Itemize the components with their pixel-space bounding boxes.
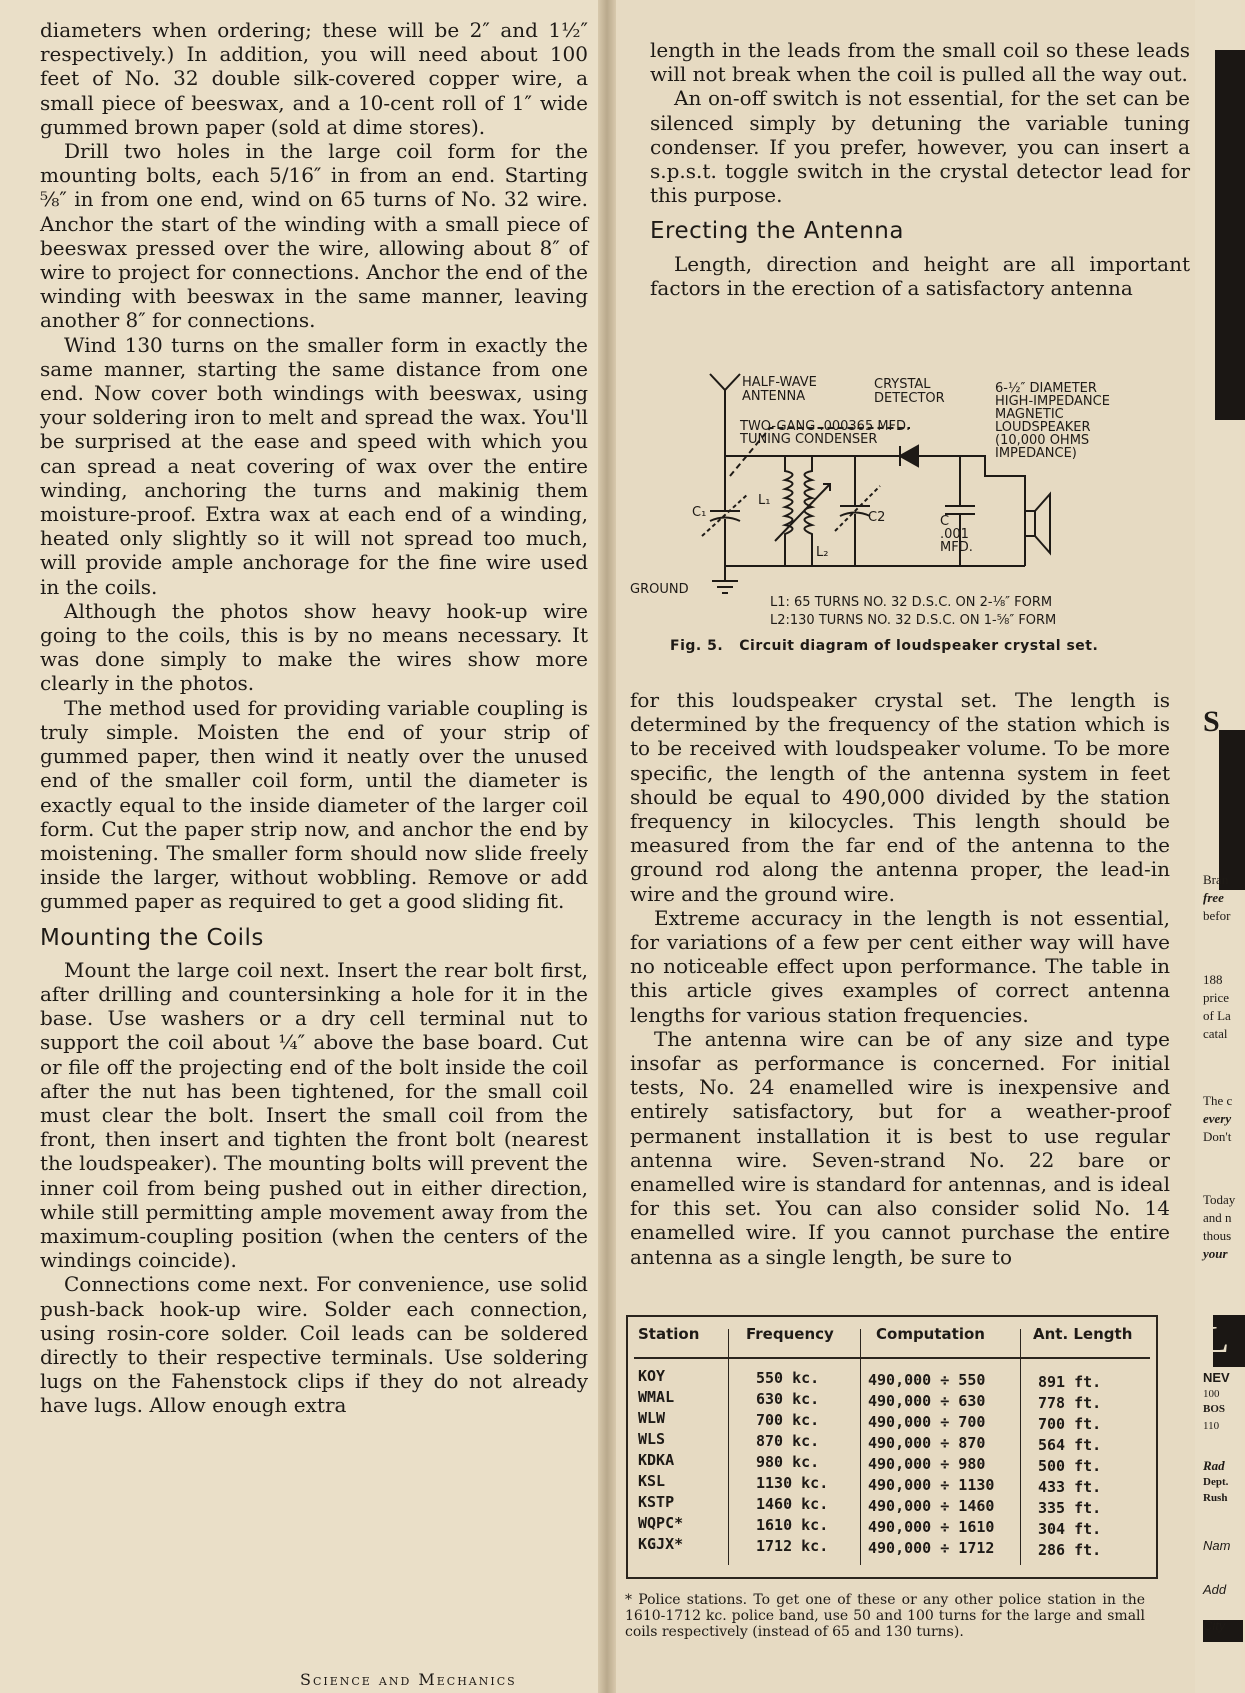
label-speaker: MAGNETIC	[995, 407, 1064, 422]
section-heading: Mounting the Coils	[40, 924, 264, 951]
right-column-top	[650, 38, 1190, 300]
edge-fragment: thous	[1203, 1228, 1232, 1243]
length-cell: 335 ft.	[1038, 1499, 1102, 1517]
computation-cell: 490,000 ÷ 1130	[868, 1476, 995, 1494]
frequency-cell: 1460 kc.	[756, 1495, 829, 1513]
paragraph: Extreme accuracy in the length is not essential, for variations of a few per cent either way will have no noticeable effect upon performance. The table in this article gives examples of correct antenna lengths for various station frequencies.	[630, 905, 1170, 1027]
paragraph: length in the leads from the small coil so these leads will not break when the coil is pulled all the way out.	[650, 38, 1190, 87]
label-condenser: TWO-GANG .000365 MFD.	[740, 419, 911, 434]
station-cell: KOY	[638, 1367, 666, 1385]
section-heading: Erecting the Antenna	[650, 218, 904, 245]
edge-fragment: The c	[1203, 1093, 1233, 1108]
paragraph: The antenna wire can be of any size and type insofar as performance is concerned. For initial tests, No. 24 enamelled wire is inexpensive and entirely satisfactory, but for a weather-proof permanent installation it is best to use regular antenna wire. Seven-strand No. 22 bare or enamelled wire is standard for antennas, and is ideal for this set. You can also consider solid No. 14 enamelled wire. If you cannot purchase the entire antenna as a single length, be sure to	[630, 1026, 1170, 1269]
crystal-detector-symbol	[900, 446, 918, 466]
edge-fragment: Rush	[1203, 1492, 1228, 1504]
label-antenna: HALF-WAVE	[742, 375, 817, 390]
antenna-symbol	[710, 374, 740, 456]
coil-note: L2:130 TURNS NO. 32 D.S.C. ON 1-⅝″ FORM	[770, 613, 1057, 628]
station-cell: KSL	[638, 1472, 666, 1490]
c1-branch	[710, 456, 740, 566]
edge-fragment: of La	[1203, 1008, 1231, 1023]
edge-fragment: Nam	[1203, 1538, 1231, 1553]
label-speaker: HIGH-IMPEDANCE	[995, 394, 1110, 409]
edge-fragment: City	[1203, 1618, 1226, 1633]
edge-fragment: Rad	[1203, 1458, 1225, 1473]
edge-fragment: NEV	[1203, 1370, 1230, 1385]
label-condenser: TUNING CONDENSER	[740, 432, 878, 447]
station-cell: WMAL	[638, 1388, 675, 1406]
paragraph: Although the photos show heavy hook-up wire going to the coils, this is by no means necessary. It was done simply to make the wires show more clearly in the photos.	[40, 598, 588, 696]
computation-cell: 490,000 ÷ 1712	[868, 1539, 995, 1557]
station-cell: WLS	[638, 1430, 666, 1448]
edge-fragment: 100	[1203, 1388, 1220, 1400]
station-cell: WLW	[638, 1409, 666, 1427]
edge-fragment: Today	[1203, 1192, 1236, 1207]
edge-fragment: every	[1203, 1111, 1232, 1126]
figure-caption-text: Circuit diagram of loudspeaker crystal set.	[739, 638, 1099, 654]
computation-cell: 490,000 ÷ 630	[868, 1392, 986, 1410]
paragraph: Mount the large coil next. Insert the rear bolt first, after drilling and countersinking a hole for it in the base. Use washers or a dry cell terminal nut to support the coil about ¼″ above the base board. Cut or file off the projecting end of the bolt inside the coil after the nut has been tightened, for the small coil must clear the bolt. Insert the small coil from the front, then insert and tighten the front bolt (nearest the loudspeaker). The mounting bolts will prevent the inner coil from being pushed out in either direction, while still permitting ample movement away from the maximum-coupling position (when the centers of the windings coincide).	[40, 957, 588, 1273]
station-cell: KSTP	[638, 1493, 675, 1511]
frequency-cell: 980 kc.	[756, 1453, 820, 1471]
frequency-cell: 1712 kc.	[756, 1537, 829, 1555]
label-l1: L₁	[758, 493, 771, 508]
station-cell: WQPC*	[638, 1514, 684, 1532]
coil-l2	[805, 456, 813, 566]
table-header-ant-length: Ant. Length	[1033, 1325, 1133, 1343]
station-cell: KGJX*	[638, 1535, 684, 1553]
ground-symbol	[712, 566, 738, 593]
ad-black-block	[1219, 730, 1245, 890]
paragraph: Length, direction and height are all important factors in the erection of a satisfactory antenna	[650, 251, 1190, 300]
frequency-cell: 1130 kc.	[756, 1474, 829, 1492]
paragraph: Wind 130 turns on the smaller form in exactly the same manner, starting the same distance from one end. Now cover both windings with beeswax, using your soldering iron to melt and spread the wax. You'll be surprised at the ease and speed with which you can spread a neat covering of wax over the entire winding, anchoring the turns and makinig them moisture-proof. Extra wax at each end of a winding, heated only slightly so it will not spread too much, will provide ample anchorage for the fine wire used in the coils.	[40, 332, 588, 599]
length-cell: 778 ft.	[1038, 1394, 1102, 1412]
edge-fragment: BOS	[1203, 1403, 1226, 1415]
label-c: C	[940, 514, 950, 529]
table-divider	[728, 1329, 729, 1565]
label-c2: C2	[868, 510, 886, 525]
length-cell: 304 ft.	[1038, 1520, 1102, 1538]
table-header-frequency: Frequency	[746, 1325, 834, 1343]
figure-caption	[670, 638, 1098, 654]
edge-fragment: 110	[1203, 1420, 1220, 1432]
edge-fragment: and n	[1203, 1210, 1232, 1225]
frequency-cell: 550 kc.	[756, 1369, 820, 1387]
paragraph: Connections come next. For convenience, use solid push-back hook-up wire. Solder each connection, using rosin-core solder. Coil leads can be soldered directly to their respective terminals. Use soldering lugs on the Fahenstock clips if they do not already have lugs. Allow enough extra	[40, 1272, 588, 1418]
edge-fragment: L	[1203, 1319, 1229, 1361]
edge-fragment: price	[1203, 990, 1229, 1005]
length-cell: 700 ft.	[1038, 1415, 1102, 1433]
edge-fragment: 188	[1203, 972, 1223, 987]
label-antenna: ANTENNA	[742, 389, 806, 404]
running-footer: Science and Mechanics	[300, 1670, 517, 1689]
edge-fragment: S	[1203, 705, 1220, 738]
frequency-cell: 630 kc.	[756, 1390, 820, 1408]
label-ground: GROUND	[630, 582, 689, 597]
table-divider	[1020, 1329, 1021, 1565]
computation-cell: 490,000 ÷ 1610	[868, 1518, 995, 1536]
computation-cell: 490,000 ÷ 870	[868, 1434, 986, 1452]
edge-fragment: your	[1203, 1246, 1228, 1261]
label-speaker: LOUDSPEAKER	[995, 420, 1091, 435]
table-divider	[860, 1329, 861, 1565]
length-cell: 564 ft.	[1038, 1436, 1102, 1454]
table-header-station: Station	[638, 1325, 700, 1343]
label-l2: L₂	[816, 545, 829, 560]
label-detector: CRYSTAL	[874, 377, 931, 392]
paragraph: An on-off switch is not essential, for the set can be silenced simply by detuning the variable tuning condenser. If you prefer, however, you can insert a s.p.s.t. toggle switch in the crystal detector lead for this purpose.	[650, 86, 1190, 208]
frequency-cell: 1610 kc.	[756, 1516, 829, 1534]
edge-fragment: befor	[1203, 908, 1231, 923]
computation-cell: 490,000 ÷ 980	[868, 1455, 986, 1473]
label-speaker: IMPEDANCE)	[995, 446, 1077, 461]
station-cell: KDKA	[638, 1451, 675, 1469]
paragraph: for this loudspeaker crystal set. The length is determined by the frequency of the station which is to be received with loudspeaker volume. To be more specific, the length of the antenna system in feet should be equal to 490,000 divided by the station frequency in kilocycles. This length should be measured from the far end of the antenna to the ground rod along the antenna proper, the lead-in wire and the ground wire.	[630, 688, 1170, 906]
label-speaker: (10,000 OHMS	[995, 433, 1090, 448]
edge-fragment: Add	[1203, 1582, 1227, 1597]
frequency-cell: 700 kc.	[756, 1411, 820, 1429]
antenna-length-table	[626, 1315, 1158, 1579]
coil-l1	[785, 456, 793, 566]
length-cell: 500 ft.	[1038, 1457, 1102, 1475]
paragraph: The method used for providing variable coupling is truly simple. Moisten the end of your strip of gummed paper, then wind it neatly over the unused end of the smaller coil form, until the diameter is exactly equal to the inside diameter of the larger coil form. Cut the paper strip now, and anchor the end by moistening. The smaller form should now slide freely inside the larger, without wobbling. Remove or add gummed paper as required to get a good sliding fit.	[40, 695, 588, 914]
label-detector: DETECTOR	[874, 391, 945, 406]
length-cell: 286 ft.	[1038, 1541, 1102, 1559]
coil-note: L1: 65 TURNS NO. 32 D.S.C. ON 2-⅛″ FORM	[770, 595, 1053, 610]
label-c1: C₁	[692, 505, 707, 520]
edge-fragment: catal	[1203, 1026, 1228, 1041]
paragraph: Drill two holes in the large coil form for the mounting bolts, each 5/16″ in from an end. Starting ⅝″ in from one end, wind on 65 turns of No. 32 wire. Anchor the start of the winding with a small piece of beeswax pressed over the wire, allowing about 8″ of wire to project for connections. Anchor the end of the winding with beeswax in the same manner, leaving another 8″ for connections.	[40, 139, 588, 333]
length-cell: 433 ft.	[1038, 1478, 1102, 1496]
edge-fragment: Don't	[1203, 1129, 1232, 1144]
edge-fragment: free	[1203, 890, 1224, 905]
right-column-middle	[630, 688, 1170, 1269]
edge-fragment: Dept.	[1203, 1476, 1229, 1488]
frequency-cell: 870 kc.	[756, 1432, 820, 1450]
ad-black-block	[1215, 50, 1245, 420]
computation-cell: 490,000 ÷ 550	[868, 1371, 986, 1389]
figure-number: Fig. 5.	[670, 638, 724, 654]
length-cell: 891 ft.	[1038, 1373, 1102, 1391]
computation-cell: 490,000 ÷ 1460	[868, 1497, 995, 1515]
footnote: * Police stations. To get one of these or any other police station in the 1610-1712 kc. police band, use 50 and 100 turns for the large and small coils respectively (instead of 65 and 130 turns).	[625, 1592, 1145, 1640]
adjacent-page-edge	[1195, 0, 1241, 1693]
computation-cell: 490,000 ÷ 700	[868, 1413, 986, 1431]
circuit-diagram	[630, 366, 1180, 666]
paragraph: diameters when ordering; these will be 2″ and 1½″ respectively.) In addition, you will need about 100 feet of No. 32 double silk-covered copper wire, a small piece of beeswax, and a 10-cent roll of 1″ wide gummed brown paper (sold at dime stores).	[40, 18, 588, 139]
label-c-unit: MFD.	[940, 540, 973, 555]
table-rule	[634, 1357, 1150, 1359]
label-speaker: 6-½″ DIAMETER	[995, 381, 1097, 396]
table-header-computation: Computation	[876, 1325, 985, 1343]
page-gutter	[598, 0, 616, 1693]
label-c-value: .001	[940, 527, 969, 542]
speaker-symbol	[1025, 494, 1050, 553]
edge-fragment: Bran	[1203, 872, 1229, 887]
left-column	[40, 18, 588, 1418]
coupling-arrow	[775, 484, 830, 541]
